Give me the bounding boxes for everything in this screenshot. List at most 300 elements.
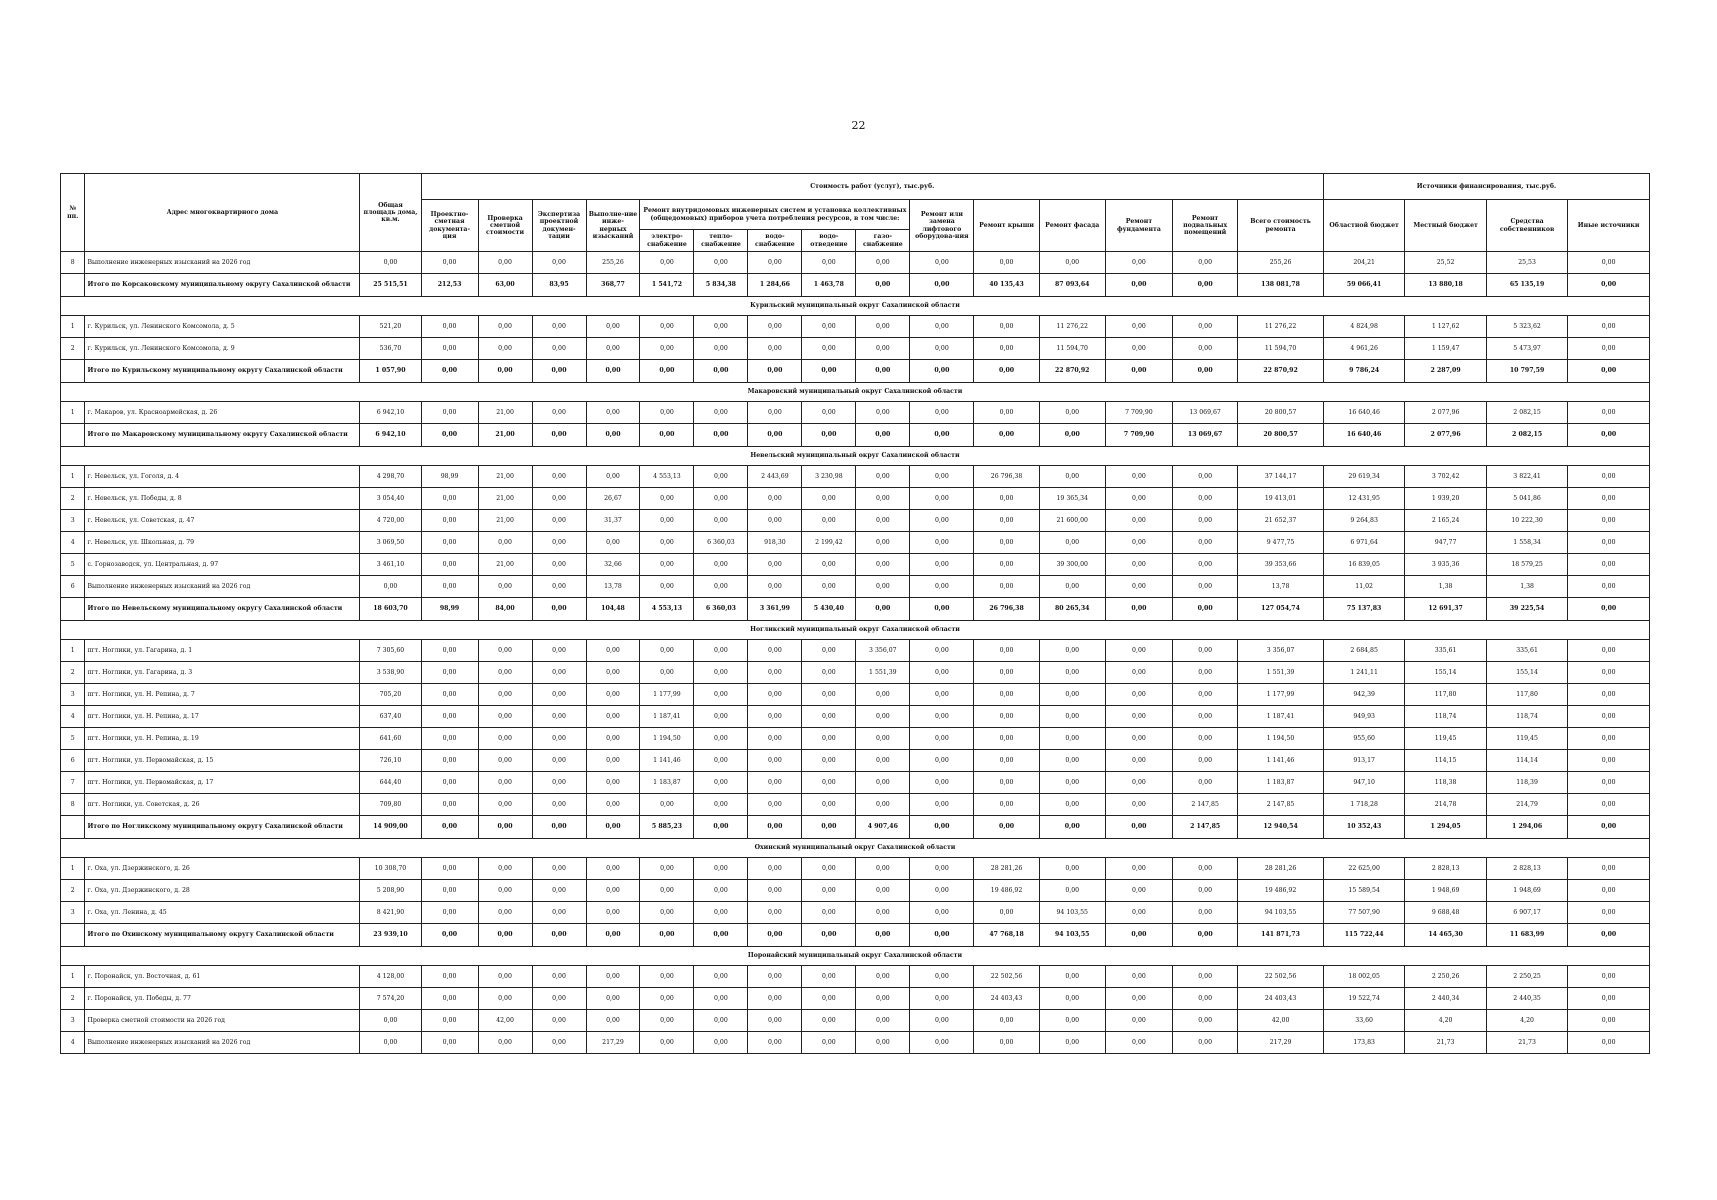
value-cell: 3 230,98: [802, 466, 856, 488]
value-cell: 13 069,67: [1173, 402, 1238, 424]
value-cell: 0,00: [532, 338, 586, 360]
value-cell: 0,00: [910, 988, 974, 1010]
value-cell: 0,00: [694, 858, 748, 880]
value-cell: 0,00: [421, 640, 478, 662]
value-cell: 0,00: [478, 880, 532, 902]
value-cell: 212,53: [421, 274, 478, 297]
value-cell: 4 553,13: [640, 598, 694, 621]
value-cell: 0,00: [748, 360, 802, 383]
value-cell: 0,00: [802, 706, 856, 728]
value-cell: 5 430,40: [802, 598, 856, 621]
value-cell: 0,00: [1039, 576, 1105, 598]
value-cell: 0,00: [1568, 988, 1650, 1010]
value-cell: 0,00: [532, 554, 586, 576]
value-cell: 118,74: [1486, 706, 1567, 728]
value-cell: 1 141,46: [640, 750, 694, 772]
value-cell: 0,00: [1173, 316, 1238, 338]
table-row: [61, 338, 1650, 360]
value-cell: 0,00: [694, 338, 748, 360]
value-cell: 0,00: [586, 858, 640, 880]
value-cell: 0,00: [1173, 880, 1238, 902]
value-cell: 0,00: [856, 1032, 910, 1054]
value-cell: 0,00: [586, 750, 640, 772]
value-cell: 3 361,99: [748, 598, 802, 621]
value-cell: 2 440,35: [1486, 988, 1567, 1010]
value-cell: 37 144,17: [1238, 466, 1324, 488]
value-cell: 0,00: [478, 794, 532, 816]
value-cell: 2 828,13: [1405, 858, 1486, 880]
value-cell: 21,00: [478, 424, 532, 447]
value-cell: 1,38: [1486, 576, 1567, 598]
header-water: водо-снабжение: [748, 230, 802, 252]
value-cell: 3 054,40: [360, 488, 421, 510]
value-cell: 0,00: [421, 402, 478, 424]
value-cell: 0,00: [1105, 684, 1172, 706]
value-cell: 0,00: [856, 554, 910, 576]
value-cell: 0,00: [802, 662, 856, 684]
table-row: [61, 902, 1650, 924]
value-cell: 0,00: [910, 510, 974, 532]
value-cell: 10 797,59: [1486, 360, 1567, 383]
value-cell: 0,00: [1105, 338, 1172, 360]
value-cell: 12 940,54: [1238, 816, 1324, 839]
value-cell: 0,00: [694, 488, 748, 510]
value-cell: 0,00: [910, 1032, 974, 1054]
value-cell: 255,26: [1238, 252, 1324, 274]
value-cell: 0,00: [1173, 598, 1238, 621]
value-cell: 10 222,30: [1486, 510, 1567, 532]
value-cell: 0,00: [1568, 338, 1650, 360]
value-cell: 0,00: [640, 576, 694, 598]
value-cell: 0,00: [974, 1010, 1039, 1032]
address-cell: пгт. Ноглики, ул. Н. Репина, д. 7: [85, 684, 360, 706]
value-cell: 1 294,06: [1486, 816, 1567, 839]
value-cell: 21 652,37: [1238, 510, 1324, 532]
value-cell: 4 720,00: [360, 510, 421, 532]
value-cell: 39 225,54: [1486, 598, 1567, 621]
value-cell: 0,00: [421, 706, 478, 728]
value-cell: 0,00: [1039, 424, 1105, 447]
value-cell: 0,00: [478, 858, 532, 880]
value-cell: 0,00: [802, 252, 856, 274]
value-cell: 0,00: [1105, 532, 1172, 554]
row-number: 6: [61, 750, 85, 772]
value-cell: 25 515,51: [360, 274, 421, 297]
value-cell: 0,00: [478, 576, 532, 598]
value-cell: 0,00: [748, 966, 802, 988]
value-cell: 0,00: [586, 640, 640, 662]
value-cell: 0,00: [856, 488, 910, 510]
value-cell: 0,00: [1568, 902, 1650, 924]
value-cell: 9 688,48: [1405, 902, 1486, 924]
value-cell: 0,00: [974, 684, 1039, 706]
value-cell: 0,00: [421, 488, 478, 510]
value-cell: 0,00: [802, 902, 856, 924]
header-cost-group: Стоимость работ (услуг), тыс.руб.: [421, 174, 1323, 200]
value-cell: 705,20: [360, 684, 421, 706]
value-cell: 0,00: [586, 532, 640, 554]
table-row: [61, 640, 1650, 662]
value-cell: 22 870,92: [1039, 360, 1105, 383]
address-cell: Выполнение инженерных изысканий на 2026 год: [85, 576, 360, 598]
row-number: 8: [61, 252, 85, 274]
value-cell: 0,00: [694, 252, 748, 274]
value-cell: 0,00: [694, 424, 748, 447]
value-cell: 0,00: [532, 576, 586, 598]
value-cell: 173,83: [1323, 1032, 1404, 1054]
value-cell: 24 403,43: [974, 988, 1039, 1010]
row-number: 4: [61, 1032, 85, 1054]
value-cell: 0,00: [856, 316, 910, 338]
value-cell: 0,00: [1568, 966, 1650, 988]
value-cell: 0,00: [1173, 750, 1238, 772]
value-cell: 0,00: [694, 1010, 748, 1032]
value-cell: 0,00: [478, 316, 532, 338]
value-cell: 6 971,64: [1323, 532, 1404, 554]
row-number: 3: [61, 1010, 85, 1032]
value-cell: 0,00: [1105, 924, 1172, 947]
value-cell: 0,00: [748, 988, 802, 1010]
value-cell: 0,00: [910, 466, 974, 488]
table-row: [61, 728, 1650, 750]
value-cell: 0,00: [748, 510, 802, 532]
value-cell: 949,93: [1323, 706, 1404, 728]
value-cell: 0,00: [1105, 640, 1172, 662]
value-cell: 42,00: [1238, 1010, 1324, 1032]
value-cell: 0,00: [1568, 1010, 1650, 1032]
value-cell: 0,00: [974, 424, 1039, 447]
value-cell: 138 081,78: [1238, 274, 1324, 297]
value-cell: 0,00: [1173, 728, 1238, 750]
value-cell: 0,00: [586, 706, 640, 728]
table-row: [61, 532, 1650, 554]
header-num: № пп.: [61, 174, 85, 252]
address-cell: Итого по Макаровскому муниципальному округу Сахалинской области: [85, 424, 360, 447]
value-cell: 2 077,96: [1405, 424, 1486, 447]
value-cell: 6 942,10: [360, 424, 421, 447]
value-cell: 7 574,20: [360, 988, 421, 1010]
value-cell: 0,00: [1173, 684, 1238, 706]
row-number: 3: [61, 510, 85, 532]
value-cell: 0,00: [1173, 338, 1238, 360]
value-cell: 42,00: [478, 1010, 532, 1032]
value-cell: 0,00: [1173, 274, 1238, 297]
value-cell: 4 907,46: [856, 816, 910, 839]
table-row: [61, 488, 1650, 510]
header-area: Общая площадь дома, кв.м.: [360, 174, 421, 252]
value-cell: 0,00: [532, 1032, 586, 1054]
value-cell: 83,95: [532, 274, 586, 297]
value-cell: 0,00: [748, 728, 802, 750]
value-cell: 0,00: [748, 576, 802, 598]
value-cell: 4 961,26: [1323, 338, 1404, 360]
value-cell: 0,00: [421, 750, 478, 772]
value-cell: 0,00: [748, 554, 802, 576]
value-cell: 644,40: [360, 772, 421, 794]
value-cell: 63,00: [478, 274, 532, 297]
value-cell: 31,37: [586, 510, 640, 532]
value-cell: 25,53: [1486, 252, 1567, 274]
value-cell: 0,00: [1173, 858, 1238, 880]
value-cell: 19 486,92: [1238, 880, 1324, 902]
value-cell: 0,00: [586, 966, 640, 988]
value-cell: 0,00: [640, 1032, 694, 1054]
value-cell: 0,00: [910, 1010, 974, 1032]
value-cell: 0,00: [1173, 554, 1238, 576]
value-cell: 0,00: [532, 402, 586, 424]
value-cell: 21 600,00: [1039, 510, 1105, 532]
value-cell: 0,00: [1105, 554, 1172, 576]
value-cell: 0,00: [532, 510, 586, 532]
value-cell: 0,00: [802, 1032, 856, 1054]
value-cell: 10 352,43: [1323, 816, 1404, 839]
address-cell: пгт. Ноглики, ул. Первомайская, д. 17: [85, 772, 360, 794]
table-row: [61, 576, 1650, 598]
value-cell: 2 684,85: [1323, 640, 1404, 662]
value-cell: 1 551,39: [856, 662, 910, 684]
value-cell: 0,00: [856, 252, 910, 274]
value-cell: 0,00: [694, 684, 748, 706]
value-cell: 7 709,90: [1105, 402, 1172, 424]
value-cell: 7 305,60: [360, 640, 421, 662]
value-cell: 0,00: [974, 728, 1039, 750]
value-cell: 0,00: [856, 858, 910, 880]
value-cell: 29 619,34: [1323, 466, 1404, 488]
table-row: [61, 316, 1650, 338]
value-cell: 119,45: [1486, 728, 1567, 750]
value-cell: 0,00: [640, 988, 694, 1010]
value-cell: 0,00: [532, 316, 586, 338]
total-row: [61, 274, 1650, 297]
value-cell: 0,00: [360, 1032, 421, 1054]
value-cell: 0,00: [748, 858, 802, 880]
value-cell: 0,00: [1568, 532, 1650, 554]
value-cell: 0,00: [910, 598, 974, 621]
value-cell: 0,00: [478, 360, 532, 383]
row-number: [61, 424, 85, 447]
row-number: 4: [61, 706, 85, 728]
value-cell: 942,39: [1323, 684, 1404, 706]
header-foundation: Ремонт фундамента: [1105, 200, 1172, 252]
value-cell: 3 461,10: [360, 554, 421, 576]
value-cell: 0,00: [586, 794, 640, 816]
value-cell: 11 276,22: [1238, 316, 1324, 338]
value-cell: 12 691,37: [1405, 598, 1486, 621]
value-cell: 709,80: [360, 794, 421, 816]
value-cell: 0,00: [802, 402, 856, 424]
value-cell: 18 579,25: [1486, 554, 1567, 576]
value-cell: 0,00: [974, 640, 1039, 662]
table-row: [61, 1010, 1650, 1032]
value-cell: 0,00: [748, 488, 802, 510]
section-header-row: [61, 947, 1650, 966]
header-check-estimate: Проверка сметной стоимости: [478, 200, 532, 252]
header-regional: Областной бюджет: [1323, 200, 1404, 252]
section-title: Невельский муниципальный округ Сахалинской области: [61, 447, 1650, 466]
section-header-row: [61, 839, 1650, 858]
value-cell: 11 276,22: [1039, 316, 1105, 338]
section-title: Курильский муниципальный округ Сахалинской области: [61, 297, 1650, 316]
value-cell: 0,00: [856, 532, 910, 554]
value-cell: 0,00: [1105, 728, 1172, 750]
header-project-docs: Проектно-сметная документа-ция: [421, 200, 478, 252]
row-number: 6: [61, 576, 85, 598]
value-cell: 0,00: [1568, 1032, 1650, 1054]
row-number: 2: [61, 880, 85, 902]
address-cell: г. Поронайск, ул. Победы, д. 77: [85, 988, 360, 1010]
value-cell: 0,00: [640, 924, 694, 947]
value-cell: 1 541,72: [640, 274, 694, 297]
value-cell: 25,52: [1405, 252, 1486, 274]
header-sewer: водо-отведение: [802, 230, 856, 252]
value-cell: 0,00: [748, 924, 802, 947]
value-cell: 0,00: [974, 360, 1039, 383]
value-cell: 0,00: [802, 576, 856, 598]
value-cell: 0,00: [802, 510, 856, 532]
header-engineering-group: Ремонт внутридомовых инженерных систем и установка коллективных (общедомовых) приборов учета потребления ресурсов, в том числе:: [640, 200, 910, 230]
value-cell: 0,00: [421, 816, 478, 839]
table-row: [61, 706, 1650, 728]
value-cell: 24 403,43: [1238, 988, 1324, 1010]
value-cell: 0,00: [802, 554, 856, 576]
value-cell: 0,00: [910, 402, 974, 424]
value-cell: 0,00: [856, 466, 910, 488]
value-cell: 0,00: [1568, 360, 1650, 383]
value-cell: 22 625,00: [1323, 858, 1404, 880]
value-cell: 0,00: [1568, 706, 1650, 728]
value-cell: 2 077,96: [1405, 402, 1486, 424]
value-cell: 13 880,18: [1405, 274, 1486, 297]
value-cell: 0,00: [1105, 576, 1172, 598]
table-header: [61, 174, 1650, 252]
value-cell: 13 069,67: [1173, 424, 1238, 447]
value-cell: 21,73: [1486, 1032, 1567, 1054]
value-cell: 0,00: [478, 684, 532, 706]
value-cell: 0,00: [1105, 274, 1172, 297]
table-row: [61, 858, 1650, 880]
value-cell: 2 440,34: [1405, 988, 1486, 1010]
value-cell: 368,77: [586, 274, 640, 297]
value-cell: 2 147,85: [1238, 794, 1324, 816]
value-cell: 0,00: [532, 902, 586, 924]
value-cell: 19 365,34: [1039, 488, 1105, 510]
value-cell: 0,00: [1039, 794, 1105, 816]
value-cell: 0,00: [478, 706, 532, 728]
value-cell: 80 265,34: [1039, 598, 1105, 621]
value-cell: 19 522,74: [1323, 988, 1404, 1010]
value-cell: 0,00: [1173, 902, 1238, 924]
value-cell: 0,00: [1568, 252, 1650, 274]
value-cell: 11 683,99: [1486, 924, 1567, 947]
value-cell: 0,00: [586, 402, 640, 424]
value-cell: 4,20: [1405, 1010, 1486, 1032]
value-cell: 0,00: [640, 902, 694, 924]
table-row: [61, 988, 1650, 1010]
value-cell: 0,00: [802, 772, 856, 794]
value-cell: 2 199,42: [802, 532, 856, 554]
value-cell: 0,00: [532, 488, 586, 510]
row-number: 7: [61, 772, 85, 794]
value-cell: 0,00: [1039, 706, 1105, 728]
value-cell: 0,00: [1173, 706, 1238, 728]
value-cell: 0,00: [910, 684, 974, 706]
value-cell: 0,00: [478, 816, 532, 839]
value-cell: 0,00: [856, 274, 910, 297]
address-cell: г. Оха, ул. Дзержинского, д. 26: [85, 858, 360, 880]
value-cell: 0,00: [421, 316, 478, 338]
address-cell: Выполнение инженерных изысканий на 2026 год: [85, 252, 360, 274]
value-cell: 0,00: [748, 338, 802, 360]
value-cell: 1 948,69: [1405, 880, 1486, 902]
row-number: 2: [61, 988, 85, 1010]
value-cell: 0,00: [694, 554, 748, 576]
value-cell: 0,00: [974, 532, 1039, 554]
value-cell: 0,00: [640, 880, 694, 902]
value-cell: 114,15: [1405, 750, 1486, 772]
value-cell: 39 300,00: [1039, 554, 1105, 576]
value-cell: 1 939,20: [1405, 488, 1486, 510]
value-cell: 335,61: [1486, 640, 1567, 662]
value-cell: 28 281,26: [974, 858, 1039, 880]
section-title: Поронайский муниципальный округ Сахалинской области: [61, 947, 1650, 966]
value-cell: 0,00: [1105, 988, 1172, 1010]
address-cell: г. Невельск, ул. Советская, д. 47: [85, 510, 360, 532]
value-cell: 0,00: [586, 880, 640, 902]
value-cell: 0,00: [478, 662, 532, 684]
address-cell: пгт. Ноглики, ул. Советская, д. 26: [85, 794, 360, 816]
value-cell: 0,00: [856, 924, 910, 947]
value-cell: 0,00: [694, 988, 748, 1010]
value-cell: 0,00: [1173, 924, 1238, 947]
value-cell: 22 502,56: [1238, 966, 1324, 988]
row-number: 2: [61, 338, 85, 360]
value-cell: 0,00: [974, 402, 1039, 424]
value-cell: 0,00: [694, 706, 748, 728]
table-row: [61, 662, 1650, 684]
value-cell: 0,00: [640, 640, 694, 662]
value-cell: 1 127,62: [1405, 316, 1486, 338]
value-cell: 26,67: [586, 488, 640, 510]
value-cell: 0,00: [640, 338, 694, 360]
value-cell: 6 360,03: [694, 598, 748, 621]
value-cell: 0,00: [802, 728, 856, 750]
value-cell: 19 486,92: [974, 880, 1039, 902]
value-cell: 0,00: [694, 750, 748, 772]
value-cell: 0,00: [748, 772, 802, 794]
table-row: [61, 466, 1650, 488]
row-number: 5: [61, 554, 85, 576]
value-cell: 0,00: [974, 576, 1039, 598]
table-row: [61, 1032, 1650, 1054]
value-cell: 2 165,24: [1405, 510, 1486, 532]
value-cell: 75 137,83: [1323, 598, 1404, 621]
value-cell: 0,00: [586, 684, 640, 706]
value-cell: 4,20: [1486, 1010, 1567, 1032]
value-cell: 0,00: [1568, 576, 1650, 598]
value-cell: 0,00: [1568, 684, 1650, 706]
value-cell: 0,00: [1173, 466, 1238, 488]
value-cell: 2 250,25: [1486, 966, 1567, 988]
value-cell: 0,00: [694, 728, 748, 750]
row-number: 2: [61, 662, 85, 684]
value-cell: 141 871,73: [1238, 924, 1324, 947]
value-cell: 204,21: [1323, 252, 1404, 274]
value-cell: 0,00: [421, 794, 478, 816]
value-cell: 0,00: [802, 750, 856, 772]
value-cell: 0,00: [640, 662, 694, 684]
header-heat: тепло-снабжение: [694, 230, 748, 252]
row-number: [61, 274, 85, 297]
